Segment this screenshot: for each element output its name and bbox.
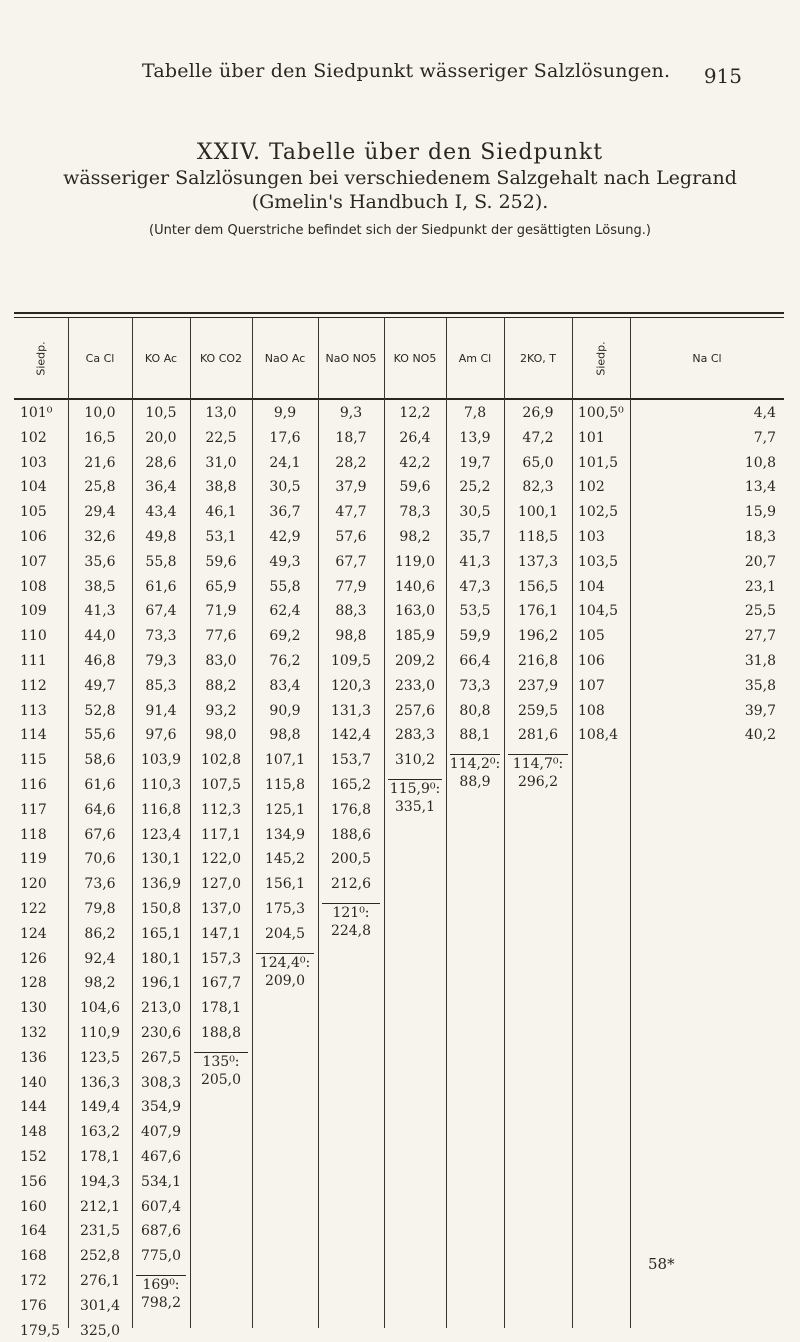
kono5-saturated: 115,9⁰: [389, 781, 441, 797]
naoac-cell: 49,3 [269, 553, 301, 570]
naoac-cell: 156,1 [264, 876, 306, 893]
koac-cell: 20,0 [145, 429, 177, 446]
amcl-cell: 53,5 [459, 603, 491, 620]
amcl-cell: 35,7 [459, 529, 491, 545]
siedp2-cell: 105 [578, 628, 605, 645]
kono5-cell: 283,3 [394, 727, 436, 744]
naono5-cell: 153,7 [330, 752, 372, 769]
naono5-cell: 28,2 [335, 454, 367, 471]
koac-cell: 308,3 [140, 1074, 182, 1091]
koac-cell: 85,3 [145, 677, 177, 694]
saturation-rule [450, 754, 500, 755]
naoac-cell: 42,9 [269, 529, 301, 545]
siedp2-cell: 104,5 [578, 603, 619, 620]
naoac-cell: 9,9 [273, 405, 297, 421]
nacl-cell: 27,7 [744, 628, 776, 645]
siedp2-cell: 106 [578, 653, 605, 669]
siedp2-cell: 101 [578, 429, 605, 446]
siedp-cell: 172 [20, 1273, 47, 1289]
siedp2-cell: 100,5⁰ [578, 405, 624, 421]
kono5-cell: 59,6 [399, 479, 431, 496]
koco2-cell: 102,8 [200, 752, 242, 769]
naoac-saturated: 124,4⁰: [259, 954, 311, 971]
naoac-cell: 36,7 [269, 504, 301, 521]
kono5-cell: 12,2 [399, 405, 431, 421]
nacl-cell: 4,4 [753, 405, 776, 421]
siedp-cell: 118 [20, 826, 47, 843]
naoac-cell: 62,4 [269, 603, 301, 620]
koco2-cell: 137,0 [200, 901, 242, 917]
naono5-cell: 9,3 [339, 405, 363, 421]
koac-cell: 73,3 [145, 628, 177, 645]
koac-cell: 267,5 [140, 1049, 182, 1066]
column-header: Siedp. [594, 340, 608, 376]
cacl-cell: 110,9 [79, 1025, 121, 1041]
koac-cell: 180,1 [140, 950, 182, 967]
column-header: Ca Cl [85, 351, 115, 365]
table-title: XXIV. Tabelle über den Siedpunkt [196, 140, 604, 165]
koac-cell: 150,8 [140, 901, 182, 917]
cacl-cell: 163,2 [79, 1124, 121, 1141]
ko2t-cell: 156,5 [517, 578, 559, 595]
koac-cell: 103,9 [140, 752, 182, 769]
column-header: Siedp. [34, 340, 48, 376]
siedp2-cell: 108 [578, 702, 605, 719]
table-source: (Gmelin's Handbuch I, S. 252). [251, 191, 549, 213]
ko2t-cell: 26,9 [522, 405, 554, 421]
kono5-cell: 257,6 [394, 702, 436, 719]
koac-cell: 230,6 [140, 1025, 182, 1041]
siedp-cell: 179,5 [20, 1322, 61, 1339]
naoac-cell: 69,2 [269, 628, 301, 645]
amcl-cell: 59,9 [459, 628, 491, 645]
table-heading [40, 140, 760, 238]
amcl-cell: 80,8 [459, 702, 491, 719]
siedp2-cell: 102,5 [578, 504, 619, 521]
koac-cell: 775,0 [140, 1248, 182, 1265]
cacl-cell: 276,1 [79, 1273, 121, 1289]
kono5-cell: 140,6 [394, 578, 436, 595]
nacl-cell: 20,7 [744, 553, 776, 570]
amcl-cell: 41,3 [459, 553, 491, 570]
siedp-cell: 124 [20, 925, 47, 942]
koco2-cell: 59,6 [205, 553, 237, 570]
siedp-cell: 113 [20, 702, 47, 719]
siedp-cell: 108 [20, 578, 47, 595]
siedp2-cell: 102 [578, 479, 605, 496]
nacl-cell: 18,3 [744, 529, 776, 545]
koac-cell: 91,4 [145, 702, 177, 719]
naono5-cell: 37,9 [335, 479, 367, 496]
amcl-cell: 73,3 [459, 677, 491, 694]
siedp-cell: 107 [20, 553, 47, 570]
naono5-cell: 188,6 [330, 826, 372, 843]
siedp-cell: 101⁰ [20, 405, 53, 421]
naoac-cell: 17,6 [269, 429, 301, 446]
koco2-saturated: 135⁰: [202, 1053, 240, 1070]
table-top-rule-2 [14, 317, 784, 318]
column-header: KO Ac [144, 351, 178, 365]
naoac-cell: 145,2 [264, 851, 306, 868]
cacl-cell: 61,6 [84, 777, 116, 793]
koac-cell: 534,1 [140, 1173, 182, 1190]
naoac-cell: 125,1 [264, 801, 306, 818]
table-note: (Unter dem Querstriche befindet sich der Siedpunkt der gesättigten Lösung.) [149, 223, 651, 238]
koco2-cell: 112,3 [200, 801, 242, 818]
ko2t-cell: 176,1 [517, 603, 559, 620]
siedp-cell: 114 [20, 727, 47, 744]
column-header: NaO Ac [264, 351, 306, 365]
nacl-cell: 35,8 [744, 677, 776, 694]
kono5-cell: 78,3 [399, 504, 431, 521]
column-header: 2KO, T [520, 351, 556, 365]
naoac-cell: 134,9 [264, 826, 306, 843]
cacl-cell: 58,6 [84, 752, 116, 769]
kono5-cell: 42,2 [399, 454, 431, 471]
siedp-cell: 128 [20, 975, 47, 992]
nacl-cell: 10,8 [744, 454, 776, 471]
siedp-cell: 126 [20, 950, 47, 967]
koco2-cell: 65,9 [205, 578, 237, 595]
koac-cell: 97,6 [145, 727, 177, 744]
siedp-cell: 104 [20, 479, 47, 496]
amcl-cell: 25,2 [459, 479, 491, 496]
saturation-rule [256, 953, 314, 954]
nacl-cell: 23,1 [744, 578, 776, 595]
koac-saturated: 798,2 [140, 1295, 182, 1311]
ko2t-cell: 216,8 [517, 653, 559, 669]
cacl-cell: 301,4 [79, 1297, 121, 1314]
kono5-cell: 163,0 [394, 603, 436, 620]
siedp-cell: 148 [20, 1124, 47, 1141]
koco2-cell: 127,0 [200, 876, 242, 893]
koac-cell: 55,8 [145, 553, 177, 570]
naoac-cell: 76,2 [269, 653, 301, 669]
naono5-saturated: 121⁰: [332, 905, 370, 921]
naono5-saturated: 224,8 [330, 923, 372, 939]
siedp-cell: 115 [20, 752, 47, 769]
cacl-cell: 178,1 [79, 1149, 121, 1165]
naoac-cell: 115,8 [264, 777, 306, 793]
siedp-cell: 119 [20, 851, 47, 868]
koco2-cell: 53,1 [205, 529, 237, 545]
koco2-cell: 71,9 [205, 603, 237, 620]
table-top-rule [14, 312, 784, 314]
siedp2-cell: 101,5 [578, 454, 619, 471]
koco2-cell: 167,7 [200, 975, 242, 992]
ko2t-cell: 137,3 [517, 553, 559, 570]
koco2-cell: 38,8 [205, 479, 237, 496]
siedp2-cell: 107 [578, 677, 605, 694]
koac-cell: 196,1 [140, 975, 182, 992]
siedp2-cell: 108,4 [578, 727, 619, 744]
koco2-cell: 13,0 [205, 405, 237, 421]
siedp-cell: 116 [20, 777, 47, 793]
kono5-cell: 119,0 [394, 553, 436, 570]
koco2-saturated: 205,0 [200, 1071, 242, 1088]
cacl-cell: 64,6 [84, 801, 116, 818]
ko2t-cell: 196,2 [517, 628, 559, 645]
saturation-rule [136, 1275, 186, 1276]
cacl-cell: 212,1 [79, 1198, 121, 1215]
cacl-cell: 149,4 [79, 1099, 121, 1116]
naoac-cell: 30,5 [269, 479, 301, 496]
koco2-cell: 88,2 [205, 677, 237, 694]
siedp2-cell: 103 [578, 529, 605, 545]
amcl-cell: 88,1 [459, 727, 491, 744]
cacl-cell: 92,4 [84, 950, 116, 967]
nacl-cell: 31,8 [744, 653, 776, 669]
amcl-cell: 13,9 [459, 429, 491, 446]
cacl-cell: 44,0 [84, 628, 116, 645]
cacl-cell: 98,2 [84, 975, 116, 992]
nacl-cell: 39,7 [744, 702, 776, 719]
running-title: Tabelle über den Siedpunkt wässeriger Salzlösungen. [142, 60, 671, 82]
koco2-cell: 31,0 [205, 454, 237, 471]
saturation-rule [194, 1052, 248, 1053]
koac-cell: 354,9 [140, 1099, 182, 1116]
amcl-cell: 19,7 [459, 454, 491, 471]
amcl-cell: 7,8 [463, 405, 487, 421]
cacl-cell: 70,6 [84, 851, 116, 868]
siedp-cell: 164 [20, 1223, 47, 1240]
siedp-cell: 168 [20, 1248, 47, 1265]
nacl-cell: 25,5 [744, 603, 776, 620]
cacl-cell: 325,0 [79, 1322, 121, 1339]
koco2-cell: 77,6 [205, 628, 237, 645]
naoac-saturated: 209,0 [264, 972, 306, 989]
cacl-cell: 10,0 [84, 405, 116, 421]
cacl-cell: 32,6 [84, 529, 116, 545]
naoac-cell: 24,1 [269, 454, 301, 471]
naono5-cell: 142,4 [330, 727, 372, 744]
koac-cell: 61,6 [145, 578, 177, 595]
koco2-cell: 107,5 [200, 777, 242, 793]
naono5-cell: 212,6 [330, 876, 372, 893]
cacl-cell: 38,5 [84, 578, 116, 595]
naono5-cell: 200,5 [330, 851, 372, 868]
koco2-cell: 98,0 [205, 727, 237, 744]
cacl-cell: 25,8 [84, 479, 116, 496]
ko2t-cell: 281,6 [517, 727, 559, 744]
siedp-cell: 112 [20, 677, 47, 694]
siedp-cell: 103 [20, 454, 47, 471]
column-header: Na Cl [692, 351, 722, 365]
cacl-cell: 136,3 [79, 1074, 121, 1091]
ko2t-saturated: 296,2 [517, 774, 559, 791]
amcl-saturated: 88,9 [459, 774, 491, 791]
naono5-cell: 18,7 [335, 429, 367, 446]
cacl-cell: 49,7 [84, 677, 116, 694]
naono5-cell: 77,9 [335, 578, 367, 595]
siedp-cell: 160 [20, 1198, 47, 1215]
cacl-cell: 52,8 [84, 702, 116, 719]
naono5-cell: 109,5 [330, 653, 372, 669]
siedp-cell: 117 [20, 801, 47, 818]
koac-saturated: 169⁰: [142, 1277, 180, 1293]
ko2t-cell: 259,5 [517, 702, 559, 719]
siedp-cell: 140 [20, 1074, 47, 1091]
koco2-cell: 178,1 [200, 1000, 242, 1017]
running-head [0, 60, 800, 90]
koco2-cell: 93,2 [205, 702, 237, 719]
ko2t-cell: 118,5 [517, 529, 559, 545]
siedp-cell: 106 [20, 529, 47, 545]
siedp-cell: 152 [20, 1149, 47, 1165]
kono5-saturated: 335,1 [394, 799, 436, 815]
nacl-cell: 15,9 [744, 504, 776, 521]
naoac-cell: 98,8 [269, 727, 301, 744]
cacl-cell: 73,6 [84, 876, 116, 893]
naoac-cell: 204,5 [264, 925, 306, 942]
cacl-cell: 104,6 [79, 1000, 121, 1017]
koac-cell: 110,3 [140, 777, 182, 793]
cacl-cell: 194,3 [79, 1173, 121, 1190]
siedp-cell: 176 [20, 1297, 47, 1314]
page-number: 915 [703, 64, 742, 88]
cacl-cell: 252,8 [79, 1248, 121, 1265]
siedp-cell: 156 [20, 1173, 47, 1190]
naono5-cell: 57,6 [335, 529, 367, 545]
cacl-cell: 29,4 [84, 504, 116, 521]
koac-cell: 136,9 [140, 876, 182, 893]
amcl-cell: 30,5 [459, 504, 491, 521]
cacl-cell: 231,5 [79, 1223, 121, 1240]
siedp2-cell: 103,5 [578, 553, 619, 570]
naoac-cell: 175,3 [264, 901, 306, 917]
kono5-cell: 185,9 [394, 628, 436, 645]
header-bottom-rule [14, 398, 784, 400]
amcl-cell: 47,3 [459, 578, 491, 595]
cacl-cell: 16,5 [84, 429, 116, 446]
naono5-cell: 98,8 [335, 628, 367, 645]
cacl-cell: 46,8 [84, 653, 116, 669]
saturation-rule [388, 779, 442, 780]
naono5-cell: 67,7 [335, 553, 367, 570]
koac-cell: 49,8 [145, 529, 177, 545]
koco2-cell: 147,1 [200, 925, 242, 942]
saturation-rule [508, 754, 568, 755]
column-header: KO NO5 [393, 351, 437, 365]
cacl-cell: 35,6 [84, 553, 116, 570]
koac-cell: 28,6 [145, 454, 177, 471]
amcl-cell: 66,4 [459, 653, 491, 669]
signature-mark: 58* [648, 1255, 675, 1273]
koac-cell: 123,4 [140, 826, 182, 843]
nacl-cell: 7,7 [753, 429, 776, 446]
siedp-cell: 105 [20, 504, 47, 521]
koac-cell: 607,4 [140, 1198, 182, 1215]
koco2-cell: 122,0 [200, 851, 242, 868]
koac-cell: 79,3 [145, 653, 177, 669]
ko2t-cell: 65,0 [522, 454, 554, 471]
naono5-cell: 47,7 [335, 504, 367, 521]
koac-cell: 407,9 [140, 1124, 182, 1141]
koac-cell: 165,1 [140, 925, 182, 942]
ko2t-cell: 237,9 [517, 677, 559, 694]
koco2-cell: 46,1 [205, 504, 237, 521]
amcl-saturated: 114,2⁰: [449, 756, 501, 773]
koco2-cell: 83,0 [205, 653, 237, 669]
koac-cell: 10,5 [145, 405, 177, 421]
siedp-cell: 132 [20, 1025, 47, 1041]
koac-cell: 213,0 [140, 1000, 182, 1017]
siedp-cell: 109 [20, 603, 47, 620]
cacl-cell: 41,3 [84, 603, 116, 620]
koco2-cell: 157,3 [200, 950, 242, 967]
siedp2-cell: 104 [578, 578, 605, 595]
column-header: KO CO2 [199, 351, 243, 365]
table-subtitle: wässeriger Salzlösungen bei verschiedenem Salzgehalt nach Legrand [63, 167, 737, 189]
koac-cell: 36,4 [145, 479, 177, 496]
naono5-cell: 88,3 [335, 603, 367, 620]
cacl-cell: 86,2 [84, 925, 116, 942]
naoac-cell: 90,9 [269, 702, 301, 719]
siedp-cell: 136 [20, 1049, 47, 1066]
koac-cell: 130,1 [140, 851, 182, 868]
kono5-cell: 26,4 [399, 429, 431, 446]
cacl-cell: 21,6 [84, 454, 116, 471]
naono5-cell: 120,3 [330, 677, 372, 694]
cacl-cell: 123,5 [79, 1049, 121, 1066]
ko2t-cell: 47,2 [522, 429, 554, 446]
siedp-cell: 130 [20, 1000, 47, 1017]
siedp-cell: 110 [20, 628, 47, 645]
cacl-cell: 67,6 [84, 826, 116, 843]
cacl-cell: 79,8 [84, 901, 116, 917]
ko2t-saturated: 114,7⁰: [512, 756, 564, 773]
koac-cell: 687,6 [140, 1223, 182, 1240]
koac-cell: 116,8 [140, 801, 182, 818]
siedp-cell: 144 [20, 1099, 47, 1116]
column-header: NaO NO5 [325, 351, 377, 365]
koco2-cell: 22,5 [205, 429, 237, 446]
kono5-cell: 310,2 [394, 752, 436, 769]
naoac-cell: 55,8 [269, 578, 301, 595]
saturation-rule [322, 903, 380, 904]
naono5-cell: 165,2 [330, 777, 372, 793]
naono5-cell: 176,8 [330, 801, 372, 818]
koac-cell: 467,6 [140, 1149, 182, 1165]
nacl-cell: 13,4 [744, 479, 776, 496]
ko2t-cell: 82,3 [522, 479, 554, 496]
siedp-cell: 102 [20, 429, 47, 446]
koco2-cell: 188,8 [200, 1025, 242, 1041]
naono5-cell: 131,3 [330, 702, 372, 719]
kono5-cell: 98,2 [399, 529, 431, 545]
siedp-cell: 111 [20, 653, 47, 669]
koco2-cell: 117,1 [200, 826, 242, 843]
naoac-cell: 107,1 [264, 752, 306, 769]
column-header: Am Cl [458, 351, 492, 365]
column-divider [572, 318, 573, 1328]
cacl-cell: 55,6 [84, 727, 116, 744]
siedp-cell: 120 [20, 876, 47, 893]
koac-cell: 67,4 [145, 603, 177, 620]
ko2t-cell: 100,1 [517, 504, 559, 521]
naoac-cell: 83,4 [269, 677, 301, 694]
siedp-cell: 122 [20, 901, 47, 917]
nacl-cell: 40,2 [744, 727, 776, 744]
kono5-cell: 233,0 [394, 677, 436, 694]
koac-cell: 43,4 [145, 504, 177, 521]
kono5-cell: 209,2 [394, 653, 436, 669]
